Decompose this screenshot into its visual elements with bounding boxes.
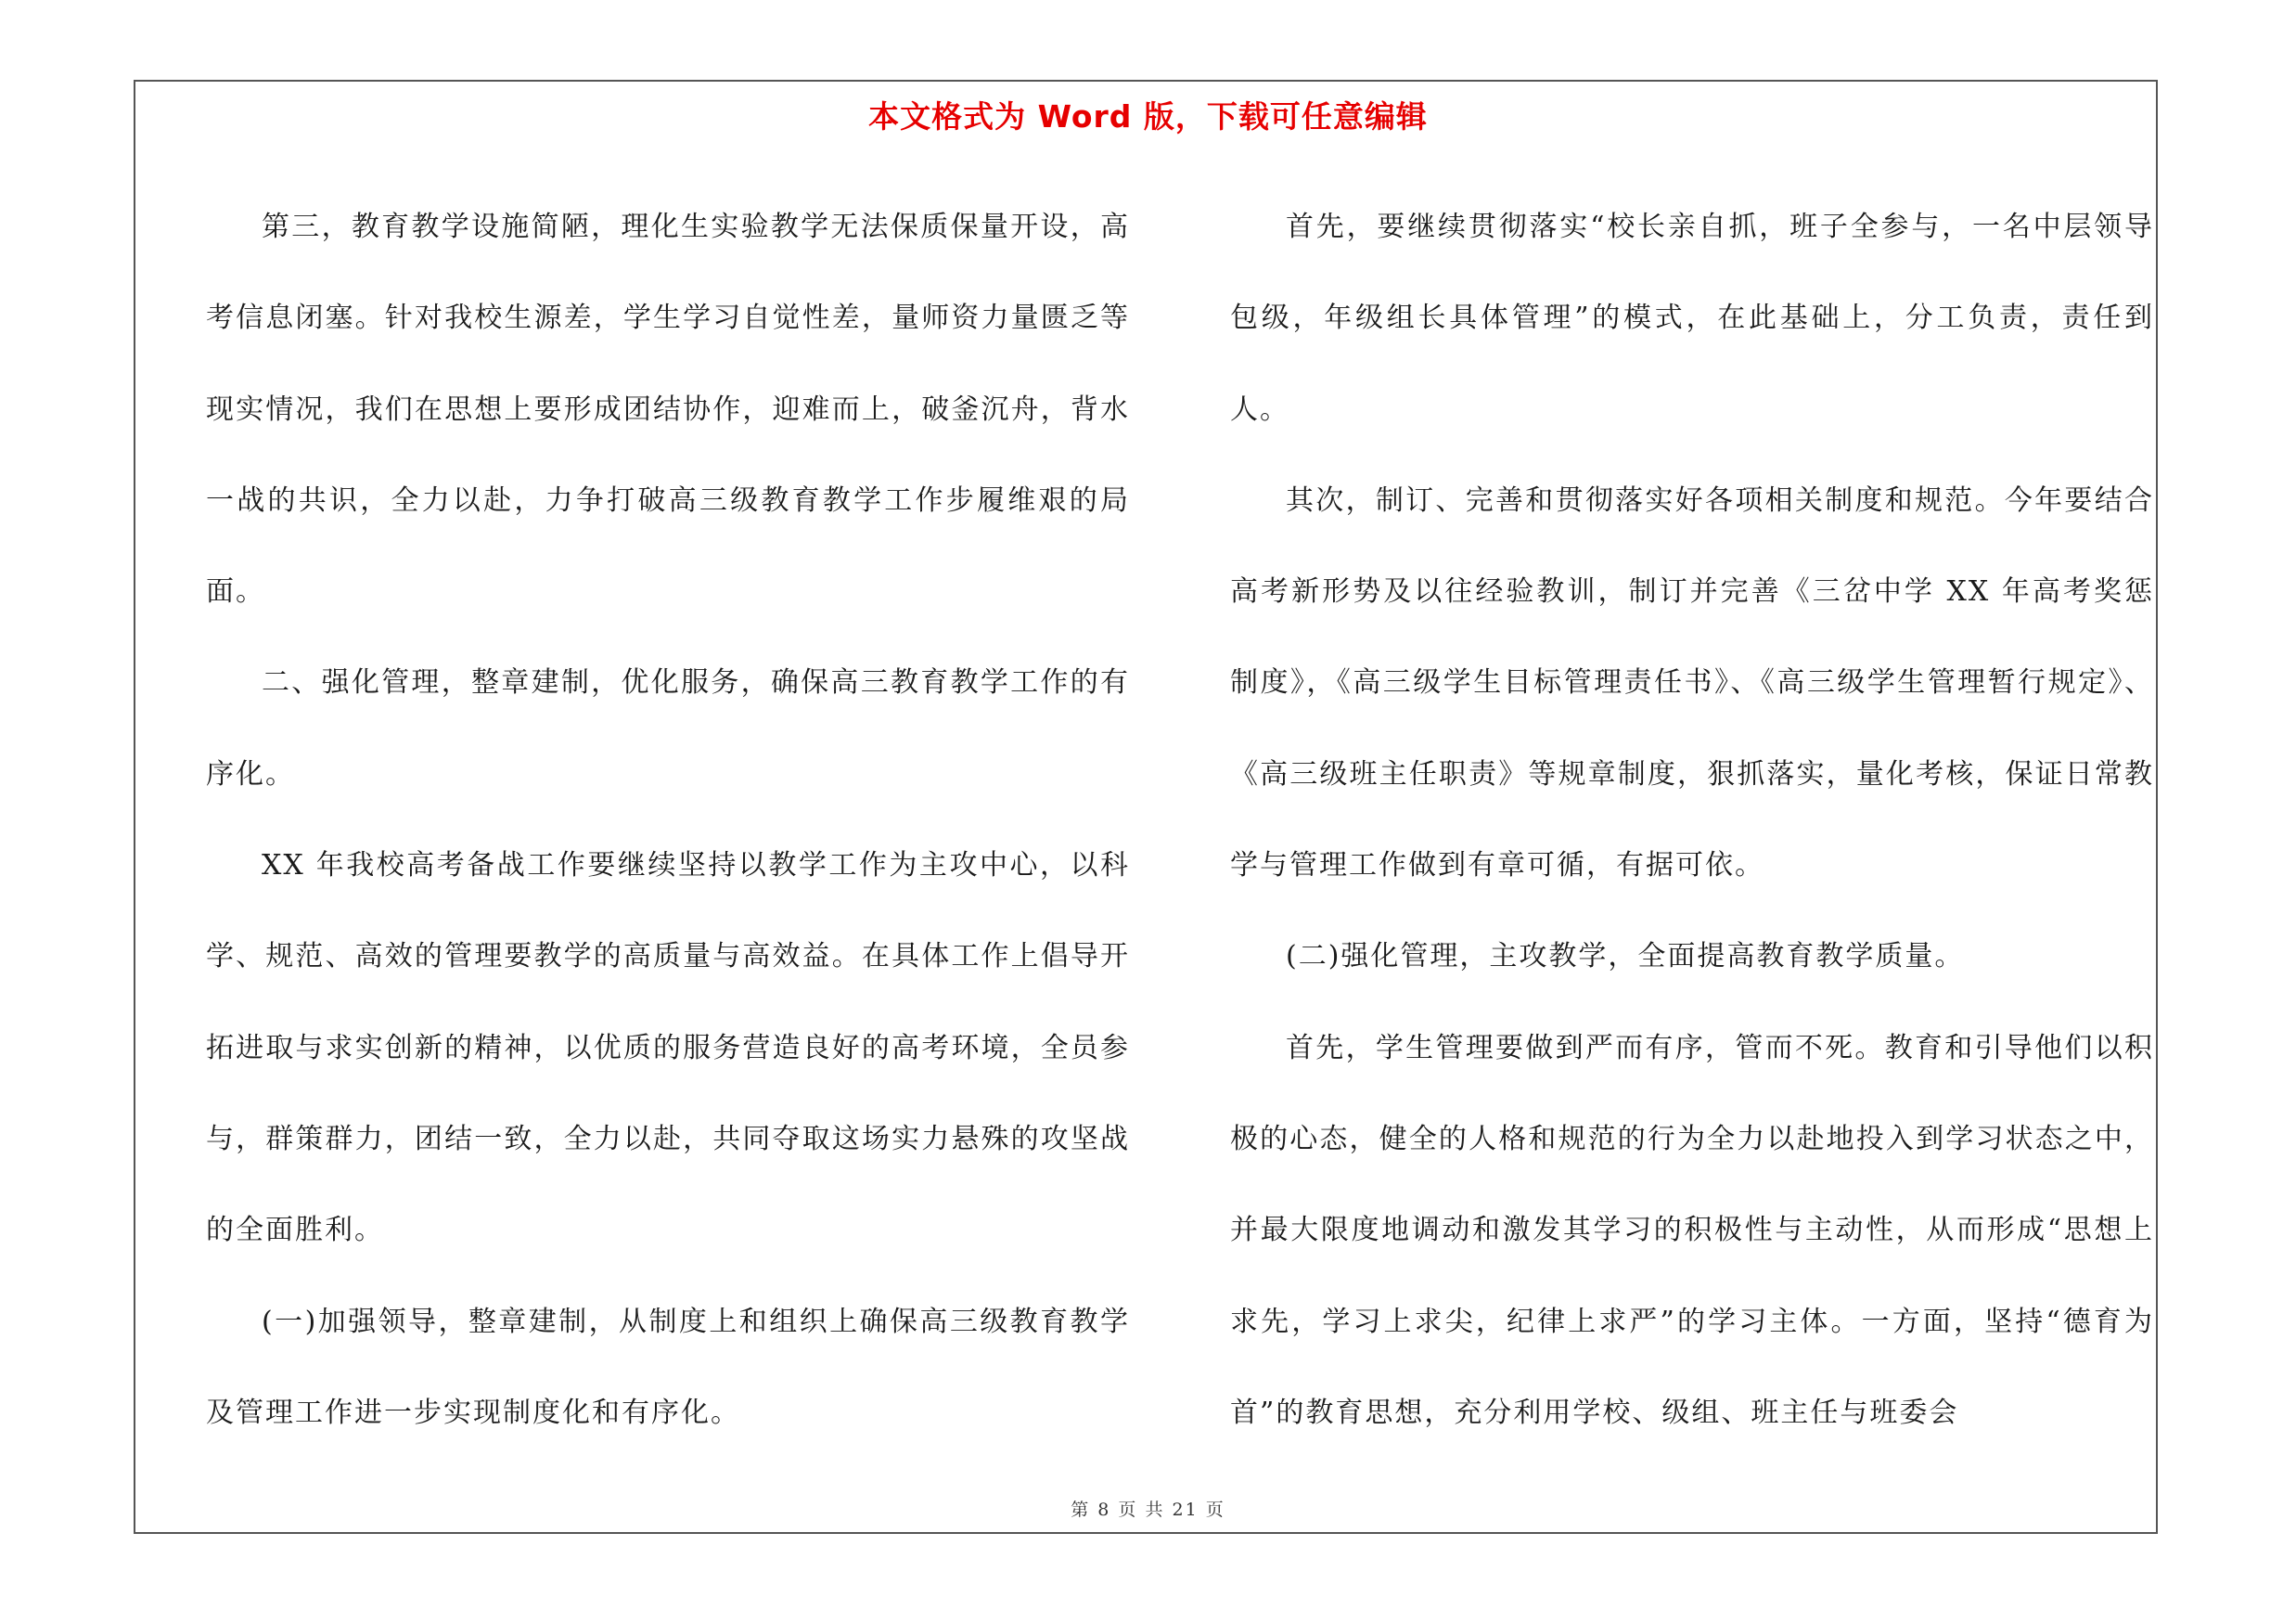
section-heading: 二、强化管理，整章建制，优化服务，确保高三教育教学工作的有序化。	[206, 666, 1130, 791]
paragraph: XX 年我校高考备战工作要继续坚持以教学工作为主攻中心，以科学、规范、高效的管理要教学的高质量与高效益。在具体工作上倡导开拓进取与求实创新的精神，以优质的服务营造良好的高考环境，全员参与，群策群力，团结一致，全力以赴，共同夺取这场实力悬殊的攻坚战的全面胜利。	[206, 849, 1130, 1247]
paragraph: 首先，要继续贯彻落实“校长亲自抓，班子全参与，一名中层领导包级，年级组长具体管理”的模式，在此基础上，分工负责，责任到人。	[1230, 211, 2154, 426]
paragraph: 第三，教育教学设施简陋，理化生实验教学无法保质保量开设，高考信息闭塞。针对我校生源差，学生学习自觉性差，量师资力量匮乏等现实情况，我们在思想上要形成团结协作，迎难而上，破釜沉舟，背水一战的共识，全力以赴，力争打破高三级教育教学工作步履维艰的局面。	[206, 211, 1130, 609]
subsection-heading: (二)强化管理，主攻教学，全面提高教育教学质量。	[1286, 940, 1965, 973]
subsection-heading: (一)加强领导，整章建制，从制度上和组织上确保高三级教育教学及管理工作进一步实现制度化和有序化。	[206, 1305, 1130, 1429]
page-number-footer: 第 8 页 共 21 页	[1071, 1500, 1225, 1520]
format-notice-banner: 本文格式为 Word 版，下载可任意编辑	[868, 98, 1428, 135]
left-text-column	[206, 182, 1130, 1459]
paragraph: 首先，学生管理要做到严而有序，管而不死。教育和引导他们以积极的心态，健全的人格和规范的行为全力以赴地投入到学习状态之中，并最大限度地调动和激发其学习的积极性与主动性，从而形成“思想上求先，学习上求尖，纪律上求严”的学习主体。一方面，坚持“德育为首”的教育思想，充分利用学校、级组、班主任与班委会	[1230, 1031, 2154, 1429]
right-text-column	[1230, 182, 2154, 1459]
paragraph: 其次，制订、完善和贯彻落实好各项相关制度和规范。今年要结合高考新形势及以往经验教训，制订并完善《三岔中学 XX 年高考奖惩制度》，《高三级学生目标管理责任书》、《高三级学生管理暂行规定》、《高三级班主任职责》等规章制度，狠抓落实，量化考核，保证日常教学与管理工作做到有章可循，有据可依。	[1230, 483, 2154, 882]
